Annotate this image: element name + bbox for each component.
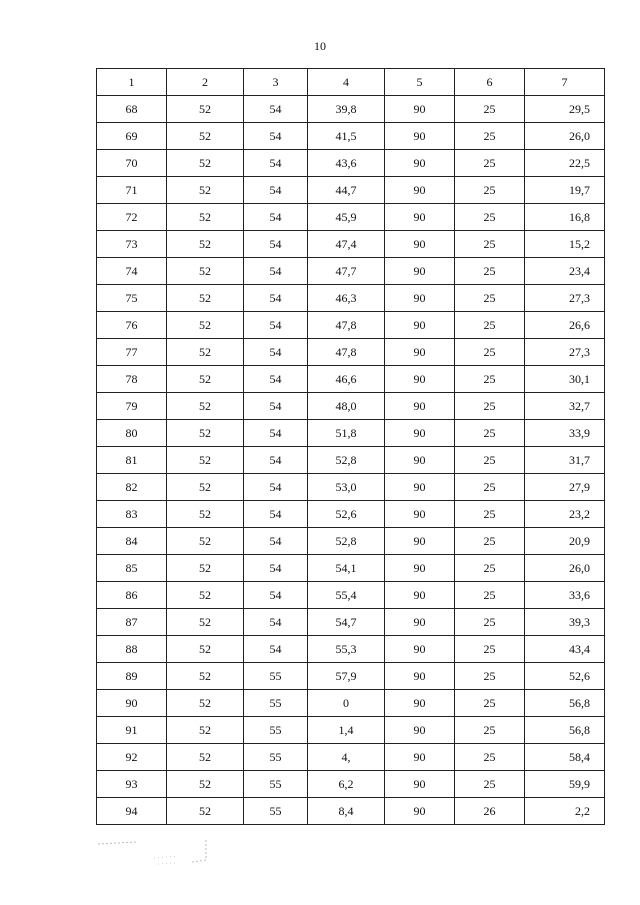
table-row — [97, 312, 605, 339]
table-cell: 23,4 — [525, 258, 605, 285]
table-cell: 26 — [455, 798, 525, 825]
table-cell: 55 — [244, 771, 308, 798]
table-cell: 43,6 — [308, 150, 385, 177]
table-cell: 46,6 — [308, 366, 385, 393]
table-cell: 90 — [97, 690, 167, 717]
table-cell: 83 — [97, 501, 167, 528]
table-row — [97, 96, 605, 123]
table-cell: 57,9 — [308, 663, 385, 690]
table-cell: 86 — [97, 582, 167, 609]
table-cell: 90 — [385, 528, 455, 555]
table-cell: 82 — [97, 474, 167, 501]
table-cell: 52 — [167, 582, 244, 609]
table-cell: 81 — [97, 447, 167, 474]
table-cell: 25 — [455, 420, 525, 447]
table-cell: 47,8 — [308, 312, 385, 339]
table-cell: 52 — [167, 366, 244, 393]
table-cell: 77 — [97, 339, 167, 366]
table-cell: 29,5 — [525, 96, 605, 123]
table-cell: 90 — [385, 204, 455, 231]
table-cell: 52 — [167, 798, 244, 825]
table-body — [97, 96, 605, 825]
table-cell: 55 — [244, 798, 308, 825]
table-cell: 52 — [167, 150, 244, 177]
table-cell: 52 — [167, 447, 244, 474]
table-cell: 74 — [97, 258, 167, 285]
table-cell: 25 — [455, 312, 525, 339]
table-cell: 85 — [97, 555, 167, 582]
table-cell: 84 — [97, 528, 167, 555]
table-cell: 80 — [97, 420, 167, 447]
table-cell: 94 — [97, 798, 167, 825]
table-cell: 52 — [167, 528, 244, 555]
table-cell: 46,3 — [308, 285, 385, 312]
table-cell: 90 — [385, 474, 455, 501]
table-cell: 22,5 — [525, 150, 605, 177]
table-cell: 75 — [97, 285, 167, 312]
table-cell: 90 — [385, 420, 455, 447]
table-cell: 68 — [97, 96, 167, 123]
table-cell: 33,9 — [525, 420, 605, 447]
table-cell: 25 — [455, 150, 525, 177]
table-cell: 93 — [97, 771, 167, 798]
table-cell: 91 — [97, 717, 167, 744]
table-cell: 30,1 — [525, 366, 605, 393]
table-cell: 73 — [97, 231, 167, 258]
table-cell: 26,0 — [525, 555, 605, 582]
table-cell: 43,4 — [525, 636, 605, 663]
table-cell: 25 — [455, 258, 525, 285]
table-cell: 25 — [455, 393, 525, 420]
table-cell: 54 — [244, 366, 308, 393]
table-cell: 89 — [97, 663, 167, 690]
table-cell: 90 — [385, 690, 455, 717]
table-cell: 25 — [455, 555, 525, 582]
table-cell: 52 — [167, 312, 244, 339]
table-cell: 26,0 — [525, 123, 605, 150]
table-cell: 47,8 — [308, 339, 385, 366]
table-cell: 54 — [244, 447, 308, 474]
table-row — [97, 771, 605, 798]
table-row — [97, 231, 605, 258]
table-row — [97, 420, 605, 447]
table-cell: 90 — [385, 663, 455, 690]
table-cell: 53,0 — [308, 474, 385, 501]
table-cell: 25 — [455, 771, 525, 798]
table-cell: 55,3 — [308, 636, 385, 663]
table-cell: 52 — [167, 339, 244, 366]
table-cell: 90 — [385, 150, 455, 177]
table-cell: 54 — [244, 501, 308, 528]
table-cell: 88 — [97, 636, 167, 663]
table-row — [97, 474, 605, 501]
table-cell: 52 — [167, 96, 244, 123]
table-cell: 90 — [385, 177, 455, 204]
table-cell: 52 — [167, 555, 244, 582]
table-cell: 47,4 — [308, 231, 385, 258]
table-cell: 92 — [97, 744, 167, 771]
table-cell: 54 — [244, 258, 308, 285]
table-cell: 41,5 — [308, 123, 385, 150]
table-row — [97, 393, 605, 420]
table-row — [97, 717, 605, 744]
table-cell: 25 — [455, 285, 525, 312]
table-cell: 25 — [455, 582, 525, 609]
table-cell: 52 — [167, 177, 244, 204]
table-cell: 52 — [167, 717, 244, 744]
table-row — [97, 609, 605, 636]
table-cell: 6,2 — [308, 771, 385, 798]
table-cell: 52 — [167, 636, 244, 663]
table-cell: 25 — [455, 96, 525, 123]
table-header-row — [97, 69, 605, 96]
table-cell: 90 — [385, 393, 455, 420]
table-cell: 90 — [385, 231, 455, 258]
table-cell: 54 — [244, 420, 308, 447]
column-header: 3 — [244, 69, 308, 96]
table-cell: 52 — [167, 771, 244, 798]
table-row — [97, 177, 605, 204]
table-cell: 71 — [97, 177, 167, 204]
table-row — [97, 123, 605, 150]
table-cell: 54 — [244, 177, 308, 204]
table-cell: 52 — [167, 609, 244, 636]
table-cell: 52 — [167, 744, 244, 771]
table-cell: 19,7 — [525, 177, 605, 204]
table-cell: 54 — [244, 636, 308, 663]
data-table — [96, 68, 605, 825]
table-cell: 52 — [167, 231, 244, 258]
table-cell: 52 — [167, 123, 244, 150]
table-cell: 90 — [385, 744, 455, 771]
table-row — [97, 447, 605, 474]
table-cell: 54 — [244, 393, 308, 420]
table-cell: 4, — [308, 744, 385, 771]
table-cell: 90 — [385, 447, 455, 474]
table-cell: 52,6 — [308, 501, 385, 528]
table-row — [97, 690, 605, 717]
table-cell: 25 — [455, 123, 525, 150]
table-cell: 55 — [244, 717, 308, 744]
table-cell: 54 — [244, 150, 308, 177]
table-cell: 52,8 — [308, 447, 385, 474]
table-row — [97, 555, 605, 582]
table-cell: 25 — [455, 690, 525, 717]
table-cell: 27,3 — [525, 339, 605, 366]
table-cell: 39,3 — [525, 609, 605, 636]
table-cell: 90 — [385, 285, 455, 312]
table-cell: 52,6 — [525, 663, 605, 690]
table-cell: 90 — [385, 501, 455, 528]
table-cell: 90 — [385, 636, 455, 663]
table-cell: 78 — [97, 366, 167, 393]
table-cell: 55 — [244, 744, 308, 771]
table-cell: 55,4 — [308, 582, 385, 609]
table-cell: 52 — [167, 663, 244, 690]
table-cell: 58,4 — [525, 744, 605, 771]
table-cell: 16,8 — [525, 204, 605, 231]
table-cell: 44,7 — [308, 177, 385, 204]
table-cell: 25 — [455, 528, 525, 555]
table-cell: 90 — [385, 798, 455, 825]
table-cell: 0 — [308, 690, 385, 717]
column-header: 4 — [308, 69, 385, 96]
table-cell: 51,8 — [308, 420, 385, 447]
table-cell: 8,4 — [308, 798, 385, 825]
table-cell: 52 — [167, 393, 244, 420]
table-row — [97, 636, 605, 663]
table-cell: 27,9 — [525, 474, 605, 501]
table-cell: 25 — [455, 339, 525, 366]
table-cell: 25 — [455, 474, 525, 501]
table-cell: 15,2 — [525, 231, 605, 258]
table-cell: 25 — [455, 501, 525, 528]
table-cell: 54 — [244, 96, 308, 123]
table-cell: 52 — [167, 420, 244, 447]
table-cell: 54 — [244, 582, 308, 609]
table-cell: 55 — [244, 690, 308, 717]
table-row — [97, 285, 605, 312]
table-cell: 25 — [455, 717, 525, 744]
table-cell: 54 — [244, 339, 308, 366]
table-cell: 56,8 — [525, 717, 605, 744]
table-row — [97, 258, 605, 285]
table-cell: 90 — [385, 96, 455, 123]
table-cell: 54 — [244, 609, 308, 636]
table-cell: 20,9 — [525, 528, 605, 555]
table-cell: 90 — [385, 771, 455, 798]
table-cell: 55 — [244, 663, 308, 690]
table-cell: 25 — [455, 204, 525, 231]
table-cell: 76 — [97, 312, 167, 339]
table-row — [97, 744, 605, 771]
table-cell: 52,8 — [308, 528, 385, 555]
table-cell: 26,6 — [525, 312, 605, 339]
table-cell: 90 — [385, 339, 455, 366]
table-cell: 87 — [97, 609, 167, 636]
table-cell: 1,4 — [308, 717, 385, 744]
column-header: 6 — [455, 69, 525, 96]
table-cell: 33,6 — [525, 582, 605, 609]
column-header: 5 — [385, 69, 455, 96]
page-number: 10 — [314, 39, 326, 53]
table-row — [97, 582, 605, 609]
column-header: 2 — [167, 69, 244, 96]
table-cell: 54 — [244, 555, 308, 582]
table-cell: 54 — [244, 204, 308, 231]
table-cell: 90 — [385, 717, 455, 744]
table-cell: 90 — [385, 258, 455, 285]
scan-smudge — [96, 838, 211, 868]
table-cell: 2,2 — [525, 798, 605, 825]
table-cell: 90 — [385, 312, 455, 339]
table-cell: 90 — [385, 582, 455, 609]
table-cell: 45,9 — [308, 204, 385, 231]
table-cell: 23,2 — [525, 501, 605, 528]
table-cell: 90 — [385, 555, 455, 582]
table-row — [97, 501, 605, 528]
table-cell: 25 — [455, 177, 525, 204]
table-cell: 79 — [97, 393, 167, 420]
table-cell: 32,7 — [525, 393, 605, 420]
table-cell: 52 — [167, 204, 244, 231]
table-cell: 90 — [385, 366, 455, 393]
table-cell: 25 — [455, 231, 525, 258]
table-cell: 25 — [455, 636, 525, 663]
table-row — [97, 798, 605, 825]
table-cell: 54,7 — [308, 609, 385, 636]
table-row — [97, 528, 605, 555]
table-cell: 25 — [455, 609, 525, 636]
table-cell: 54 — [244, 123, 308, 150]
table-cell: 47,7 — [308, 258, 385, 285]
table-cell: 54 — [244, 312, 308, 339]
table-cell: 54 — [244, 231, 308, 258]
column-header: 1 — [97, 69, 167, 96]
table-row — [97, 366, 605, 393]
table-cell: 52 — [167, 258, 244, 285]
table-cell: 52 — [167, 501, 244, 528]
table-cell: 52 — [167, 285, 244, 312]
table-row — [97, 339, 605, 366]
table-cell: 25 — [455, 366, 525, 393]
table-cell: 25 — [455, 744, 525, 771]
table-cell: 52 — [167, 690, 244, 717]
table-cell: 54 — [244, 285, 308, 312]
table-cell: 25 — [455, 663, 525, 690]
table-cell: 39,8 — [308, 96, 385, 123]
table-cell: 54 — [244, 474, 308, 501]
table-cell: 25 — [455, 447, 525, 474]
table-cell: 54,1 — [308, 555, 385, 582]
table-cell: 69 — [97, 123, 167, 150]
table-cell: 27,3 — [525, 285, 605, 312]
table-cell: 90 — [385, 123, 455, 150]
table-cell: 59,9 — [525, 771, 605, 798]
table-row — [97, 150, 605, 177]
table-cell: 56,8 — [525, 690, 605, 717]
table-cell: 72 — [97, 204, 167, 231]
table-row — [97, 204, 605, 231]
table-cell: 70 — [97, 150, 167, 177]
table-row — [97, 663, 605, 690]
table-cell: 48,0 — [308, 393, 385, 420]
column-header: 7 — [525, 69, 605, 96]
table-cell: 54 — [244, 528, 308, 555]
table-cell: 31,7 — [525, 447, 605, 474]
table-cell: 90 — [385, 609, 455, 636]
table-cell: 52 — [167, 474, 244, 501]
